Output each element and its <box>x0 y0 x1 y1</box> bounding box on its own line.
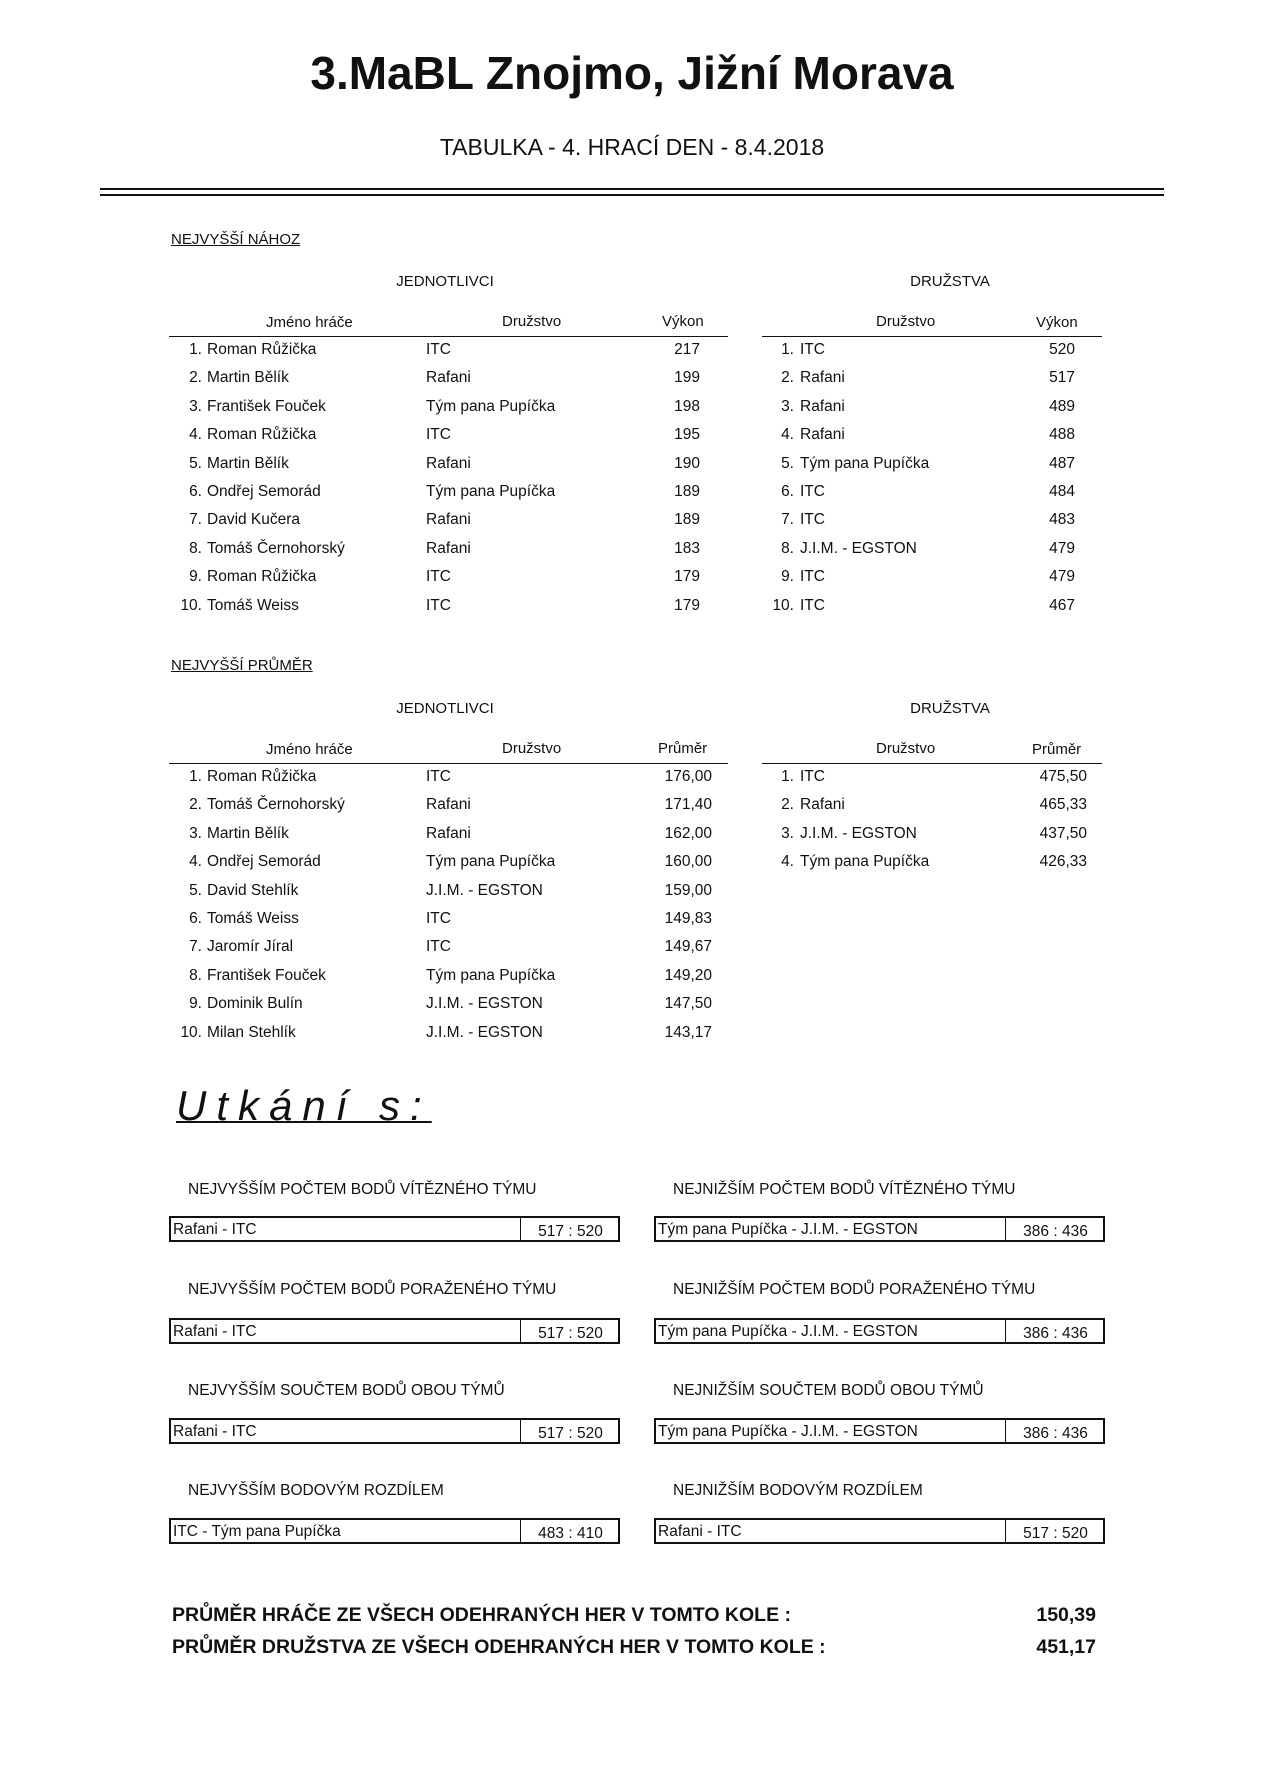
player-value: 190 <box>674 454 700 472</box>
rank-number: 5. <box>781 454 794 472</box>
team-name: ITC <box>426 910 451 927</box>
player-name: Tomáš Weiss <box>207 596 299 614</box>
rank-number: 4. <box>781 426 794 444</box>
player-value: 171,40 <box>664 796 712 814</box>
player-value: 149,83 <box>664 910 712 927</box>
player-name: Dominik Bulín <box>207 995 303 1013</box>
rank-number: 3. <box>189 824 202 842</box>
team-name: ITC <box>426 938 451 956</box>
match-result-box <box>169 1518 620 1544</box>
player-name: Martin Bělík <box>207 454 289 472</box>
rank-number: 4. <box>189 853 202 871</box>
player-name: František Fouček <box>207 397 326 415</box>
col-header-value: Výkon <box>662 313 704 330</box>
team-name: J.I.M. - EGSTON <box>426 1023 543 1041</box>
match-category-title: NEJNIŽŠÍM POČTEM BODŮ PORAŽENÉHO TÝMU <box>673 1281 1036 1298</box>
rank-number: 10. <box>180 596 202 614</box>
match-result-box <box>169 1418 620 1444</box>
match-score: 517 : 520 <box>1023 1525 1088 1542</box>
rank-number: 5. <box>189 454 202 472</box>
rank-number: 1. <box>781 341 794 358</box>
rank-number: 6. <box>189 483 202 500</box>
team-name: Rafani <box>426 369 471 387</box>
match-category-title: NEJNIŽŠÍM SOUČTEM BODŮ OBOU TÝMŮ <box>673 1382 984 1399</box>
rank-number: 7. <box>189 511 202 529</box>
team-average-value: 451,17 <box>1036 1636 1096 1658</box>
rank-number: 4. <box>781 853 794 871</box>
team-name: ITC <box>800 483 825 500</box>
player-name: Tomáš Weiss <box>207 910 299 927</box>
teams-title-nahoz: DRUŽSTVA <box>910 273 990 290</box>
player-name: Roman Růžička <box>207 568 317 586</box>
team-name: Tým pana Pupíčka <box>426 966 556 984</box>
team-name: J.I.M. - EGSTON <box>426 881 543 899</box>
player-name: Martin Bělík <box>207 824 289 842</box>
player-value: 217 <box>674 341 700 358</box>
section-title-nahoz: NEJVYŠŠÍ NÁHOZ <box>171 231 301 248</box>
player-value: 143,17 <box>664 1023 712 1041</box>
team-name: ITC <box>426 768 451 785</box>
rank-number: 3. <box>781 824 794 842</box>
team-average-label: PRŮMĚR DRUŽSTVA ZE VŠECH ODEHRANÝCH HER V TOMTO KOLE : <box>172 1636 826 1658</box>
team-value: 520 <box>1049 341 1075 358</box>
player-name: Roman Růžička <box>207 341 317 358</box>
player-name: Roman Růžička <box>207 426 317 444</box>
match-teams: Tým pana Pupíčka - J.I.M. - EGSTON <box>658 1423 918 1440</box>
rank-number: 10. <box>772 596 794 614</box>
player-value: 149,67 <box>664 938 712 956</box>
rank-number: 2. <box>781 369 794 387</box>
match-result-box <box>654 1318 1105 1344</box>
col-header-name: Jméno hráče <box>266 741 353 758</box>
rank-number: 8. <box>189 966 202 984</box>
team-name: Tým pana Pupíčka <box>800 853 930 871</box>
match-teams: Rafani - ITC <box>173 1423 257 1440</box>
match-teams: Tým pana Pupíčka - J.I.M. - EGSTON <box>658 1221 918 1238</box>
rank-number: 3. <box>781 397 794 415</box>
match-result-box <box>654 1518 1105 1544</box>
team-name: Rafani <box>426 824 471 842</box>
col-header-value: Průměr <box>658 740 708 757</box>
rank-number: 1. <box>189 341 202 358</box>
col-header-value: Průměr <box>1032 741 1082 758</box>
col-header-team: Družstvo <box>876 740 936 757</box>
team-name: ITC <box>426 341 451 358</box>
player-value: 179 <box>674 596 700 614</box>
player-name: David Kučera <box>207 511 301 529</box>
match-category-title: NEJNIŽŠÍM POČTEM BODŮ VÍTĚZNÉHO TÝMU <box>673 1181 1016 1198</box>
team-name: Tým pana Pupíčka <box>426 483 556 500</box>
page-subtitle: TABULKA - 4. HRACÍ DEN - 8.4.2018 <box>439 134 825 160</box>
match-teams: Rafani - ITC <box>173 1221 257 1238</box>
team-name: ITC <box>800 768 825 785</box>
player-value: 179 <box>674 568 700 586</box>
player-name: Roman Růžička <box>207 768 317 785</box>
player-value: 159,00 <box>664 881 712 899</box>
match-category-title: NEJVYŠŠÍM SOUČTEM BODŮ OBOU TÝMŮ <box>188 1382 505 1399</box>
team-value: 488 <box>1049 426 1075 444</box>
team-name: J.I.M. - EGSTON <box>800 824 917 842</box>
match-teams: Rafani - ITC <box>173 1323 257 1340</box>
match-score: 386 : 436 <box>1023 1425 1088 1442</box>
section-title-prumer: NEJVYŠŠÍ PRŮMĚR <box>171 657 313 674</box>
team-name: ITC <box>800 596 825 614</box>
match-category-title: NEJVYŠŠÍM POČTEM BODŮ PORAŽENÉHO TÝMU <box>188 1281 557 1298</box>
team-name: ITC <box>800 568 825 586</box>
rank-number: 2. <box>781 796 794 814</box>
team-name: Rafani <box>800 397 845 415</box>
player-value: 198 <box>674 397 700 415</box>
match-teams: Tým pana Pupíčka - J.I.M. - EGSTON <box>658 1323 918 1340</box>
team-value: 467 <box>1049 596 1075 614</box>
player-name: František Fouček <box>207 966 326 984</box>
col-header-team: Družstvo <box>502 313 562 330</box>
team-name: Rafani <box>800 369 845 387</box>
match-result-box <box>654 1216 1105 1242</box>
team-name: Rafani <box>800 426 845 444</box>
player-name: Jaromír Jíral <box>207 938 294 956</box>
team-value: 487 <box>1049 454 1075 472</box>
team-name: ITC <box>426 426 451 444</box>
team-value: 465,33 <box>1039 796 1087 814</box>
col-header-name: Jméno hráče <box>266 314 353 331</box>
team-name: Rafani <box>426 511 471 529</box>
match-result-box <box>169 1318 620 1344</box>
player-value: 195 <box>674 426 700 444</box>
individuals-title-nahoz: JEDNOTLIVCI <box>396 273 494 290</box>
player-name: Martin Bělík <box>207 369 289 387</box>
team-name: Tým pana Pupíčka <box>426 397 556 415</box>
team-value: 517 <box>1049 369 1075 387</box>
rank-number: 6. <box>781 483 794 500</box>
rank-number: 7. <box>781 511 794 529</box>
player-value: 162,00 <box>664 824 712 842</box>
rank-number: 8. <box>189 539 202 557</box>
match-score: 517 : 520 <box>538 1325 603 1342</box>
rank-number: 8. <box>781 539 794 557</box>
team-name: Rafani <box>426 539 471 557</box>
player-name: Ondřej Semorád <box>207 853 321 871</box>
player-value: 149,20 <box>664 966 712 984</box>
match-category-title: NEJNIŽŠÍM BODOVÝM ROZDÍLEM <box>673 1482 923 1499</box>
team-name: J.I.M. - EGSTON <box>426 995 543 1013</box>
player-name: Milan Stehlík <box>207 1023 296 1041</box>
player-value: 189 <box>674 511 700 529</box>
team-value: 437,50 <box>1039 824 1087 842</box>
match-result-box <box>654 1418 1105 1444</box>
match-score: 517 : 520 <box>538 1425 603 1442</box>
col-header-value: Výkon <box>1036 314 1078 331</box>
player-average-value: 150,39 <box>1036 1604 1096 1626</box>
rank-number: 1. <box>781 768 794 785</box>
team-name: ITC <box>426 568 451 586</box>
player-name: Ondřej Semorád <box>207 483 321 500</box>
rank-number: 10. <box>180 1023 202 1041</box>
player-value: 189 <box>674 483 700 500</box>
match-score: 517 : 520 <box>538 1223 603 1240</box>
rank-number: 2. <box>189 796 202 814</box>
team-name: ITC <box>800 511 825 529</box>
match-score: 386 : 436 <box>1023 1325 1088 1342</box>
team-value: 475,50 <box>1039 768 1087 785</box>
match-result-box <box>169 1216 620 1242</box>
col-header-team: Družstvo <box>502 740 562 757</box>
col-header-team: Družstvo <box>876 313 936 330</box>
player-name: Tomáš Černohorský <box>207 796 345 814</box>
player-value: 176,00 <box>664 768 712 785</box>
team-value: 479 <box>1049 539 1075 557</box>
match-score: 386 : 436 <box>1023 1223 1088 1240</box>
rank-number: 5. <box>189 881 202 899</box>
team-name: Tým pana Pupíčka <box>800 454 930 472</box>
player-value: 199 <box>674 369 700 387</box>
team-name: ITC <box>800 341 825 358</box>
player-value: 160,00 <box>664 853 712 871</box>
team-name: Tým pana Pupíčka <box>426 853 556 871</box>
team-name: Rafani <box>426 454 471 472</box>
teams-title-prumer: DRUŽSTVA <box>910 700 990 717</box>
rank-number: 7. <box>189 938 202 956</box>
player-name: David Stehlík <box>207 881 299 899</box>
rank-number: 9. <box>189 568 202 586</box>
team-value: 489 <box>1049 397 1075 415</box>
team-value: 426,33 <box>1039 853 1087 871</box>
team-value: 484 <box>1049 483 1075 500</box>
player-name: Tomáš Černohorský <box>207 539 345 557</box>
rank-number: 4. <box>189 426 202 444</box>
team-name: ITC <box>426 596 451 614</box>
page-title: 3.MaBL Znojmo, Jižní Morava <box>310 47 954 99</box>
rank-number: 1. <box>189 768 202 785</box>
player-value: 147,50 <box>664 995 712 1013</box>
player-average-label: PRŮMĚR HRÁČE ZE VŠECH ODEHRANÝCH HER V TOMTO KOLE : <box>172 1604 791 1626</box>
match-category-title: NEJVYŠŠÍM POČTEM BODŮ VÍTĚZNÉHO TÝMU <box>188 1181 537 1198</box>
match-teams: ITC - Tým pana Pupíčka <box>173 1523 341 1540</box>
team-value: 483 <box>1049 511 1075 529</box>
individuals-title-prumer: JEDNOTLIVCI <box>396 700 494 717</box>
player-value: 183 <box>674 539 700 557</box>
team-name: Rafani <box>800 796 845 814</box>
team-name: J.I.M. - EGSTON <box>800 539 917 557</box>
team-name: Rafani <box>426 796 471 814</box>
team-value: 479 <box>1049 568 1075 586</box>
match-category-title: NEJVYŠŠÍM BODOVÝM ROZDÍLEM <box>188 1482 444 1499</box>
rank-number: 9. <box>189 995 202 1013</box>
rank-number: 3. <box>189 397 202 415</box>
rank-number: 6. <box>189 910 202 927</box>
match-teams: Rafani - ITC <box>658 1523 742 1540</box>
rank-number: 9. <box>781 568 794 586</box>
utkani-heading: Utkání s: <box>176 1082 432 1129</box>
rank-number: 2. <box>189 369 202 387</box>
match-score: 483 : 410 <box>538 1525 603 1542</box>
